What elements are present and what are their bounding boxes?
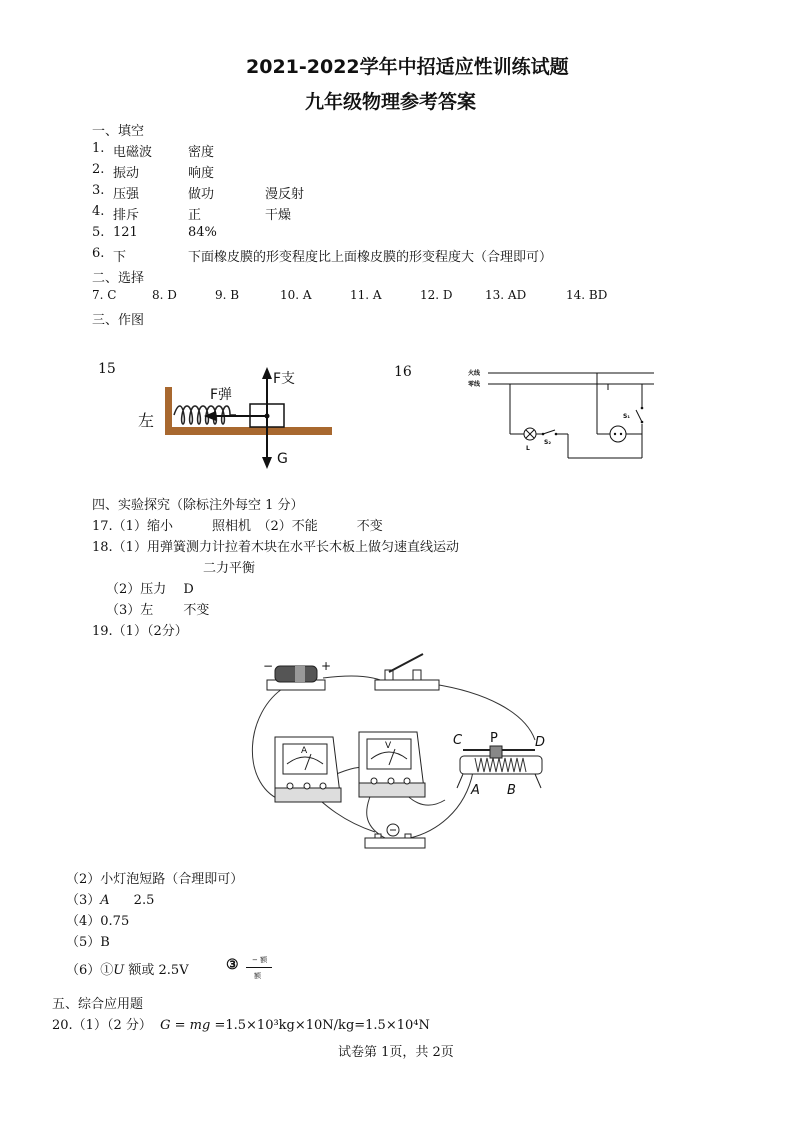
figure-16 [392, 360, 662, 470]
ammeter-label: A [301, 746, 308, 756]
rheostat-p: P [490, 731, 498, 746]
answer-17: 17.（1）缩小 照相机 （2）不能 不变 [92, 519, 383, 534]
answer-18-1-cont: 二力平衡 [203, 561, 256, 576]
calculation: =1.5×10³kg×10N/kg=1.5×10⁴N [210, 1018, 430, 1033]
direction-label-left: 左 [138, 411, 155, 430]
answer-b: 响度 [188, 166, 215, 181]
force-label-gravity: G [277, 451, 288, 467]
answer-number: 5. [92, 225, 105, 240]
section-heading: 五、综合应用题 [52, 997, 144, 1012]
answer-20-prefix: 20.（1）（2 分） [52, 1018, 152, 1033]
page-title: 2021-2022学年中招适应性训练试题 [246, 56, 569, 78]
answer-b: 正 [188, 208, 202, 223]
answer-number: 3. [92, 183, 105, 198]
fraction-numerator: − 额 [252, 956, 268, 964]
answer-19-5: （5）B [66, 935, 110, 950]
battery-plus: + [321, 659, 332, 673]
voltmeter [359, 732, 425, 797]
circled-number: ③ [226, 957, 239, 973]
answer-number: 4. [92, 204, 105, 219]
switch2-blade [543, 430, 555, 434]
lamp-label: L [526, 445, 530, 452]
figure-number: 15 [98, 361, 116, 377]
answer-a: 下 [113, 250, 127, 265]
figure-15 [92, 355, 342, 475]
rheostat-a: A [471, 783, 480, 798]
answer-19-3-choice: A [100, 893, 110, 908]
experiment-circuit [235, 652, 565, 862]
switch1-label: S₁ [623, 413, 630, 420]
arrow-down [262, 457, 272, 469]
answer-a: 121 [113, 225, 138, 240]
knife-switch [389, 654, 423, 672]
rheostat-b: B [507, 783, 516, 798]
choice-answer: 14. BD [566, 288, 608, 302]
battery-minus: − [263, 659, 274, 673]
answer-a: 排斥 [113, 208, 140, 223]
circuit-figure [235, 652, 565, 862]
choice-answer: 8. D [152, 288, 177, 302]
answer-number: 1. [92, 141, 105, 156]
choice-answer: 10. A [280, 288, 312, 302]
figure-number: 16 [394, 364, 412, 380]
ammeter [275, 737, 341, 802]
socket-symbol [610, 426, 626, 442]
answer-b: 下面橡皮膜的形变程度比上面橡皮膜的形变程度大（合理即可） [188, 250, 553, 265]
voltmeter-label: V [385, 741, 392, 751]
force-diagram [92, 355, 342, 475]
answer-18-2: （2）压力 D [106, 582, 194, 597]
section-heading: 三、作图 [92, 313, 145, 328]
choice-answer: 7. C [92, 288, 117, 302]
fraction-denominator: 额 [254, 972, 261, 980]
answer-19-6-text: 额或 2.5V [124, 963, 189, 978]
answer-number: 6. [92, 246, 105, 261]
answer-19-4: （4）0.75 [66, 914, 130, 929]
answer-a: 压强 [113, 187, 140, 202]
choice-answer: 12. D [420, 288, 453, 302]
page-footer: 试卷第 1页，共 2页 [338, 1045, 454, 1060]
rheostat [453, 731, 545, 798]
household-circuit [392, 360, 662, 470]
answer-c: 干燥 [265, 208, 292, 223]
answer-number: 2. [92, 162, 105, 177]
switch2-label: S₂ [544, 439, 551, 446]
section-heading: 四、实验探究（除标注外每空 1 分） [92, 498, 304, 513]
force-label-support: F支 [273, 371, 296, 387]
answer-19-2: （2）小灯泡短路（合理即可） [66, 872, 244, 887]
rheostat-d: D [535, 735, 546, 750]
answer-19-6-prefix: （6）① [66, 963, 114, 978]
wire [433, 684, 535, 740]
answer-18-3: （3）左 不变 [106, 603, 210, 618]
switch-base [375, 680, 439, 690]
answer-b: 做功 [188, 187, 215, 202]
answer-19-6-symbol: U [113, 963, 125, 978]
fraction-bar [246, 967, 272, 968]
answer-19-3 [66, 889, 154, 908]
formula: G = mg [160, 1018, 211, 1033]
answer-19-1: 19.（1）（2分） [92, 624, 188, 639]
answer-18-1: 18.（1）用弹簧测力计拉着木块在水平长木板上做匀速直线运动 [92, 540, 459, 555]
answer-19-3-value: 2.5 [133, 893, 155, 908]
force-label-spring: F弹 [210, 387, 233, 403]
answer-a: 振动 [113, 166, 140, 181]
answer-b: 84% [188, 225, 217, 240]
arrow-up [262, 367, 272, 379]
live-wire-label: 火线 [468, 370, 481, 377]
choice-answer: 9. B [215, 288, 240, 302]
answer-19-3-prefix: （3） [66, 893, 101, 908]
page-subtitle: 九年级物理参考答案 [305, 91, 477, 113]
section-heading: 二、选择 [92, 271, 145, 286]
answer-a: 电磁波 [113, 145, 153, 160]
answer-c: 漫反射 [265, 187, 305, 202]
answer-20-1 [52, 1014, 430, 1033]
wall-ground [165, 387, 332, 435]
answer-b: 密度 [188, 145, 215, 160]
choice-answer: 11. A [350, 288, 382, 302]
switch1-blade [636, 410, 642, 422]
choice-answer: 13. AD [485, 288, 527, 302]
answer-19-6-part3 [226, 955, 276, 989]
section-heading: 一、填空 [92, 124, 145, 139]
neutral-wire-label: 零线 [468, 381, 481, 388]
answer-19-6 [66, 959, 189, 978]
rheostat-c: C [453, 733, 463, 748]
